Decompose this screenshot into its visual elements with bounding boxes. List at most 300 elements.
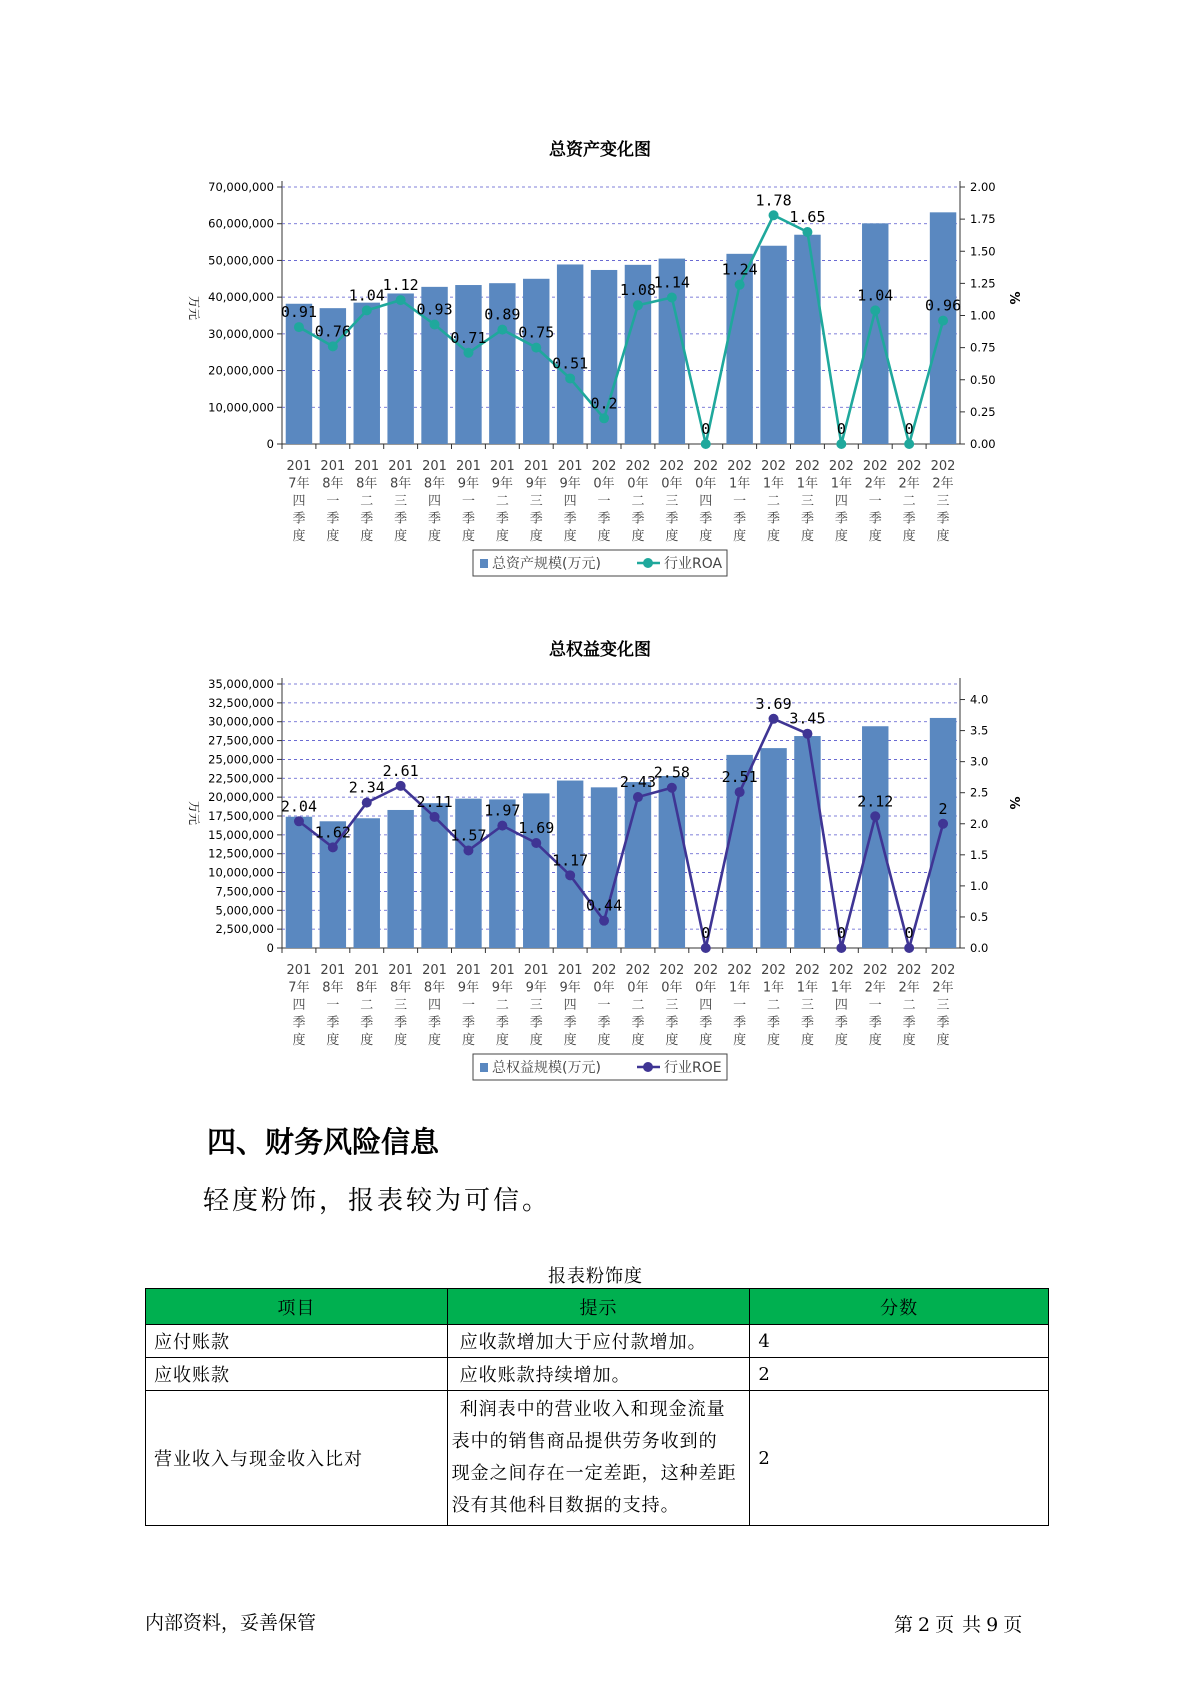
x-tick-label: 度 (800, 529, 814, 544)
x-tick-label: 四 (428, 494, 442, 509)
page-number (892, 1610, 1025, 1637)
x-tick-label: 202 (693, 963, 719, 978)
data-label: 1.17 (552, 851, 589, 870)
x-tick-label: 季 (902, 511, 916, 527)
line-point (497, 325, 507, 335)
x-tick-label: 二 (360, 998, 374, 1013)
x-tick-label: 0年 (695, 980, 717, 996)
line-point (294, 816, 304, 826)
x-tick-label: 季 (597, 511, 611, 527)
x-tick-label: 201 (456, 963, 481, 978)
total-assets-chart (0, 130, 1191, 595)
x-tick-label: 度 (360, 529, 374, 544)
total-equity-chart (0, 628, 1191, 1093)
table-caption: 报表粉饰度 (548, 1266, 643, 1287)
x-tick-label: 度 (428, 529, 442, 544)
x-tick-label: 二 (902, 494, 916, 509)
x-tick-label: 202 (761, 459, 786, 474)
y2-tick-label: 0.50 (970, 372, 996, 387)
x-tick-label: 202 (659, 963, 685, 978)
x-tick-label: 202 (930, 459, 956, 474)
x-tick-label: 季 (495, 511, 509, 527)
x-tick-label: 1年 (762, 980, 785, 996)
line-point (565, 373, 575, 383)
y-axis-label: 万元 (187, 295, 201, 321)
data-label: 1.04 (348, 286, 385, 305)
page-total: 9 (986, 1614, 1000, 1636)
x-tick-label: 201 (354, 963, 380, 978)
y-tick-label: 10,000,000 (208, 400, 274, 415)
bar (794, 235, 820, 444)
bar (625, 782, 651, 948)
y2-tick-label: 0.0 (970, 941, 989, 955)
y2-axis-label: % (1006, 291, 1021, 305)
x-tick-label: 度 (733, 1033, 747, 1048)
legend-bar-label: 总资产规模(万元) (492, 556, 601, 572)
data-label: 1.78 (755, 191, 792, 210)
x-tick-label: 度 (733, 529, 747, 544)
line-point (701, 439, 711, 449)
x-tick-label: 季 (936, 1015, 950, 1031)
x-tick-label: 三 (529, 494, 543, 509)
data-label: 0.2 (590, 394, 618, 413)
data-label: 0.93 (416, 300, 453, 319)
line-point (463, 845, 473, 855)
bar (354, 818, 380, 948)
y-tick-label: 0 (266, 941, 274, 955)
hint-line: 没有其他科目数据的支持。 (451, 1495, 680, 1516)
x-tick-label: 1年 (762, 476, 785, 492)
data-label: 0 (904, 924, 914, 942)
x-tick-label: 0年 (661, 476, 683, 492)
line-point (497, 821, 507, 831)
x-tick-label: 二 (360, 494, 374, 509)
row-score: 2 (750, 1391, 1049, 1526)
x-tick-label: 度 (394, 1033, 408, 1048)
bar (659, 776, 685, 948)
x-tick-label: 1年 (729, 476, 751, 492)
line-point (870, 305, 880, 315)
y-tick-label: 27,500,000 (208, 733, 274, 748)
x-tick-label: 1年 (796, 980, 819, 996)
data-label: 1.62 (314, 823, 351, 842)
bar (930, 718, 956, 948)
table-row (146, 1358, 1049, 1391)
line-point (633, 300, 643, 310)
x-tick-label: 季 (495, 1015, 509, 1031)
x-tick-label: 一 (461, 494, 475, 509)
line-point (328, 842, 338, 852)
x-tick-label: 三 (665, 998, 679, 1013)
line-point (769, 714, 779, 724)
x-tick-label: 季 (800, 511, 814, 527)
row-score: 2 (750, 1358, 1049, 1391)
y-tick-label: 10,000,000 (208, 865, 274, 880)
x-tick-label: 季 (529, 511, 543, 527)
table-row (146, 1325, 1049, 1358)
x-tick-label: 季 (461, 1015, 475, 1031)
x-tick-label: 202 (625, 963, 651, 978)
x-tick-label: 7年 (288, 980, 310, 996)
bar (760, 748, 786, 948)
x-tick-label: 季 (834, 1015, 848, 1031)
x-tick-label: 202 (930, 963, 956, 978)
y2-tick-label: 1.75 (970, 212, 996, 227)
x-tick-label: 9年 (559, 980, 581, 996)
x-tick-label: 季 (597, 1015, 611, 1031)
y2-tick-label: 2.5 (970, 785, 989, 800)
line-point (362, 305, 372, 315)
x-tick-label: 度 (767, 1033, 781, 1048)
x-tick-label: 季 (699, 511, 713, 527)
x-tick-label: 季 (733, 1015, 747, 1031)
x-tick-label: 1年 (830, 476, 852, 492)
data-label: 3.45 (789, 709, 826, 728)
line-point (938, 316, 948, 326)
x-tick-label: 度 (292, 1033, 306, 1048)
x-tick-label: 8年 (390, 980, 412, 996)
line-point (667, 783, 677, 793)
data-label: 0.96 (924, 296, 962, 315)
y2-tick-label: 0.5 (970, 909, 989, 924)
x-tick-label: 季 (292, 1015, 306, 1031)
row-hint: 应收款增加大于应付款增加。 (447, 1325, 750, 1358)
x-tick-label: 一 (326, 998, 340, 1013)
x-tick-label: 9年 (525, 980, 547, 996)
x-tick-label: 季 (563, 511, 577, 527)
x-tick-label: 7年 (288, 476, 310, 492)
y-tick-label: 30,000,000 (208, 714, 274, 729)
line-point (328, 341, 338, 351)
x-tick-label: 201 (523, 963, 549, 978)
legend-line-label: 行业ROE (664, 1060, 722, 1076)
x-tick-label: 一 (461, 998, 475, 1013)
x-tick-label: 8年 (423, 980, 446, 996)
x-tick-label: 202 (896, 963, 922, 978)
x-tick-label: 201 (320, 963, 346, 978)
x-tick-label: 9年 (457, 476, 480, 492)
x-tick-label: 季 (360, 1015, 374, 1031)
header-item: 项目 (146, 1289, 448, 1325)
x-tick-label: 202 (727, 459, 753, 474)
table-header-row (146, 1289, 1049, 1325)
x-tick-label: 三 (936, 494, 950, 509)
y2-tick-label: 3.5 (970, 723, 989, 738)
page-prefix: 第 (894, 1614, 915, 1636)
bar (523, 279, 549, 444)
x-tick-label: 季 (529, 1015, 543, 1031)
x-tick-label: 2年 (898, 980, 920, 996)
x-tick-label: 9年 (491, 476, 513, 492)
legend-bar-swatch (480, 1063, 488, 1072)
x-tick-label: 度 (699, 1033, 713, 1048)
x-tick-label: 度 (936, 1033, 950, 1048)
x-tick-label: 季 (767, 511, 781, 527)
y-tick-label: 70,000,000 (208, 180, 274, 194)
x-tick-label: 季 (665, 1015, 679, 1031)
y2-tick-label: 2.0 (970, 816, 989, 831)
data-label: 2 (938, 799, 948, 818)
x-tick-label: 8年 (356, 980, 378, 996)
x-tick-label: 1年 (830, 980, 852, 996)
x-tick-label: 度 (902, 1033, 916, 1048)
total-equity-chart-svg (0, 628, 1191, 1093)
x-tick-label: 度 (529, 529, 543, 544)
bar (862, 223, 888, 444)
x-tick-label: 度 (326, 1033, 340, 1048)
header-hint: 提示 (447, 1289, 750, 1325)
legend-line-marker (643, 558, 653, 568)
bar (794, 736, 820, 948)
x-tick-label: 0年 (695, 476, 717, 492)
x-tick-label: 四 (563, 998, 577, 1013)
data-label: 2.43 (619, 773, 657, 792)
x-tick-label: 度 (461, 529, 475, 544)
x-tick-label: 一 (868, 494, 882, 509)
bar (286, 817, 312, 948)
x-tick-label: 三 (936, 998, 950, 1013)
y-tick-label: 50,000,000 (208, 253, 274, 268)
x-tick-label: 三 (529, 998, 543, 1013)
x-tick-label: 一 (868, 998, 882, 1013)
x-tick-label: 四 (699, 494, 713, 509)
bar (523, 793, 549, 948)
x-tick-label: 二 (631, 998, 645, 1013)
data-label: 1.08 (619, 281, 657, 300)
x-tick-label: 三 (665, 494, 679, 509)
x-tick-label: 季 (394, 1015, 408, 1031)
y2-tick-label: 1.25 (970, 276, 996, 291)
row-item: 营业收入与现金收入比对 (146, 1391, 448, 1526)
line-point (565, 870, 575, 880)
x-tick-label: 季 (767, 1015, 781, 1031)
line-point (599, 413, 609, 423)
x-tick-label: 201 (557, 459, 583, 474)
data-label: 1.24 (721, 260, 758, 279)
line-point (463, 348, 473, 358)
x-tick-label: 二 (631, 494, 645, 509)
x-tick-label: 度 (868, 529, 882, 544)
data-label: 2.51 (721, 768, 758, 787)
x-tick-label: 二 (767, 998, 781, 1013)
x-tick-label: 四 (834, 494, 848, 509)
data-label: 2.11 (416, 792, 453, 811)
y-tick-label: 17,500,000 (208, 809, 274, 823)
bar (930, 212, 956, 444)
x-tick-label: 度 (834, 1033, 848, 1048)
data-label: 0 (904, 420, 914, 438)
data-label: 2.58 (653, 763, 690, 782)
table-row (146, 1391, 1049, 1526)
y2-tick-label: 1.00 (970, 308, 996, 323)
x-tick-label: 度 (936, 529, 950, 544)
x-tick-label: 度 (665, 1033, 679, 1048)
y-tick-label: 20,000,000 (208, 790, 274, 805)
y2-tick-label: 0.75 (970, 340, 996, 355)
x-tick-label: 202 (862, 459, 888, 474)
y2-tick-label: 0.25 (970, 404, 996, 419)
x-tick-label: 季 (428, 1015, 442, 1031)
x-tick-label: 度 (597, 1033, 611, 1048)
bar (387, 810, 413, 948)
risk-summary: 轻度粉饰，报表较为可信。 (203, 1186, 552, 1216)
line-point (735, 280, 745, 290)
data-label: 2.61 (382, 761, 419, 780)
x-tick-label: 度 (326, 529, 340, 544)
x-tick-label: 8年 (390, 476, 412, 492)
x-tick-label: 1年 (729, 980, 751, 996)
x-tick-label: 201 (489, 963, 515, 978)
x-tick-label: 度 (495, 1033, 509, 1048)
y-tick-label: 12,500,000 (208, 846, 274, 861)
x-tick-label: 度 (529, 1033, 543, 1048)
x-tick-label: 202 (693, 459, 719, 474)
line-point (430, 812, 440, 822)
line-point (802, 729, 812, 739)
y2-tick-label: 3.0 (970, 754, 989, 769)
data-label: 1.69 (518, 819, 555, 838)
x-tick-label: 二 (495, 998, 509, 1013)
data-label: 0.75 (518, 323, 555, 342)
x-tick-label: 201 (523, 459, 549, 474)
x-tick-label: 季 (394, 511, 408, 527)
x-tick-label: 202 (659, 459, 685, 474)
y-tick-label: 30,000,000 (208, 326, 274, 341)
x-tick-label: 2年 (898, 476, 920, 492)
data-label: 1.04 (857, 286, 894, 305)
x-tick-label: 度 (563, 1033, 577, 1048)
line-point (836, 943, 846, 953)
legend-bar-swatch (480, 559, 488, 568)
x-tick-label: 一 (326, 494, 340, 509)
line-point (870, 811, 880, 821)
line-point (294, 322, 304, 332)
page-suffix: 页 (1003, 1614, 1024, 1636)
data-label: 0.89 (484, 305, 521, 324)
x-tick-label: 季 (834, 511, 848, 527)
data-label: 1.12 (382, 276, 419, 295)
x-tick-label: 202 (862, 963, 888, 978)
data-label: 1.14 (653, 273, 690, 292)
x-tick-label: 201 (422, 459, 447, 474)
x-tick-label: 季 (868, 1015, 882, 1031)
line-point (396, 781, 406, 791)
x-tick-label: 201 (422, 963, 447, 978)
x-tick-label: 一 (733, 494, 747, 509)
x-tick-label: 度 (699, 529, 713, 544)
y-tick-label: 0 (266, 437, 274, 451)
x-tick-label: 度 (834, 529, 848, 544)
x-tick-label: 0年 (593, 980, 615, 996)
line-point (904, 943, 914, 953)
page-current: 2 (918, 1614, 932, 1636)
data-label: 2.12 (857, 792, 894, 811)
x-tick-label: 8年 (322, 980, 344, 996)
x-tick-label: 202 (896, 459, 922, 474)
row-score: 4 (750, 1325, 1049, 1358)
y2-tick-label: 1.0 (970, 878, 989, 893)
x-tick-label: 季 (733, 511, 747, 527)
x-tick-label: 0年 (593, 476, 615, 492)
x-tick-label: 0年 (627, 476, 649, 492)
data-label: 0.44 (585, 896, 623, 915)
bar (760, 246, 786, 444)
line-point (735, 787, 745, 797)
data-label: 2.04 (280, 797, 318, 816)
line-point (430, 319, 440, 329)
x-tick-label: 季 (902, 1015, 916, 1031)
x-tick-label: 三 (394, 494, 408, 509)
row-item: 应收账款 (146, 1358, 448, 1391)
section-heading: 四、财务风险信息 (207, 1125, 440, 1159)
y-tick-label: 40,000,000 (208, 290, 274, 305)
data-label: 2.34 (348, 778, 385, 797)
bar (455, 799, 481, 948)
x-tick-label: 一 (597, 998, 611, 1013)
row-hint (447, 1391, 750, 1526)
x-tick-label: 季 (699, 1015, 713, 1031)
data-label: 1.65 (789, 207, 826, 226)
x-tick-label: 2年 (864, 476, 886, 492)
y-tick-label: 15,000,000 (208, 827, 274, 842)
x-tick-label: 四 (834, 998, 848, 1013)
x-tick-label: 202 (625, 459, 651, 474)
line-point (362, 798, 372, 808)
x-tick-label: 季 (868, 511, 882, 527)
x-tick-label: 度 (800, 1033, 814, 1048)
x-tick-label: 四 (292, 494, 306, 509)
x-tick-label: 度 (563, 529, 577, 544)
x-tick-label: 二 (495, 494, 509, 509)
data-label: 1.57 (450, 826, 487, 845)
data-label: 0 (701, 420, 711, 438)
x-tick-label: 8年 (356, 476, 378, 492)
x-tick-label: 季 (631, 1015, 645, 1031)
x-tick-label: 202 (591, 459, 617, 474)
y-tick-label: 2,500,000 (215, 922, 274, 937)
x-tick-label: 度 (495, 529, 509, 544)
y2-tick-label: 0.00 (970, 437, 996, 451)
y-tick-label: 22,500,000 (208, 771, 274, 786)
footer-confidential: 内部资料，妥善保管 (145, 1612, 317, 1634)
x-tick-label: 9年 (457, 980, 480, 996)
x-tick-label: 201 (456, 459, 481, 474)
x-tick-label: 一 (597, 494, 611, 509)
bar (354, 303, 380, 444)
row-item: 应付账款 (146, 1325, 448, 1358)
hint-line: 现金之间存在一定差距，这种差距 (451, 1463, 737, 1484)
x-tick-label: 0年 (627, 980, 649, 996)
y2-tick-label: 1.50 (970, 244, 996, 259)
x-tick-label: 202 (828, 459, 854, 474)
x-tick-label: 0年 (661, 980, 683, 996)
y-tick-label: 7,500,000 (215, 884, 274, 899)
x-tick-label: 三 (800, 998, 814, 1013)
data-label: 0 (836, 420, 846, 438)
x-tick-label: 季 (360, 511, 374, 527)
x-tick-label: 202 (795, 963, 820, 978)
data-label: 0 (701, 924, 711, 942)
x-tick-label: 202 (727, 963, 753, 978)
x-tick-label: 2年 (864, 980, 886, 996)
line-point (701, 943, 711, 953)
x-tick-label: 二 (767, 494, 781, 509)
y2-tick-label: 1.5 (970, 847, 989, 862)
line-point (396, 295, 406, 305)
x-tick-label: 201 (489, 459, 515, 474)
x-tick-label: 度 (767, 529, 781, 544)
x-tick-label: 季 (800, 1015, 814, 1031)
